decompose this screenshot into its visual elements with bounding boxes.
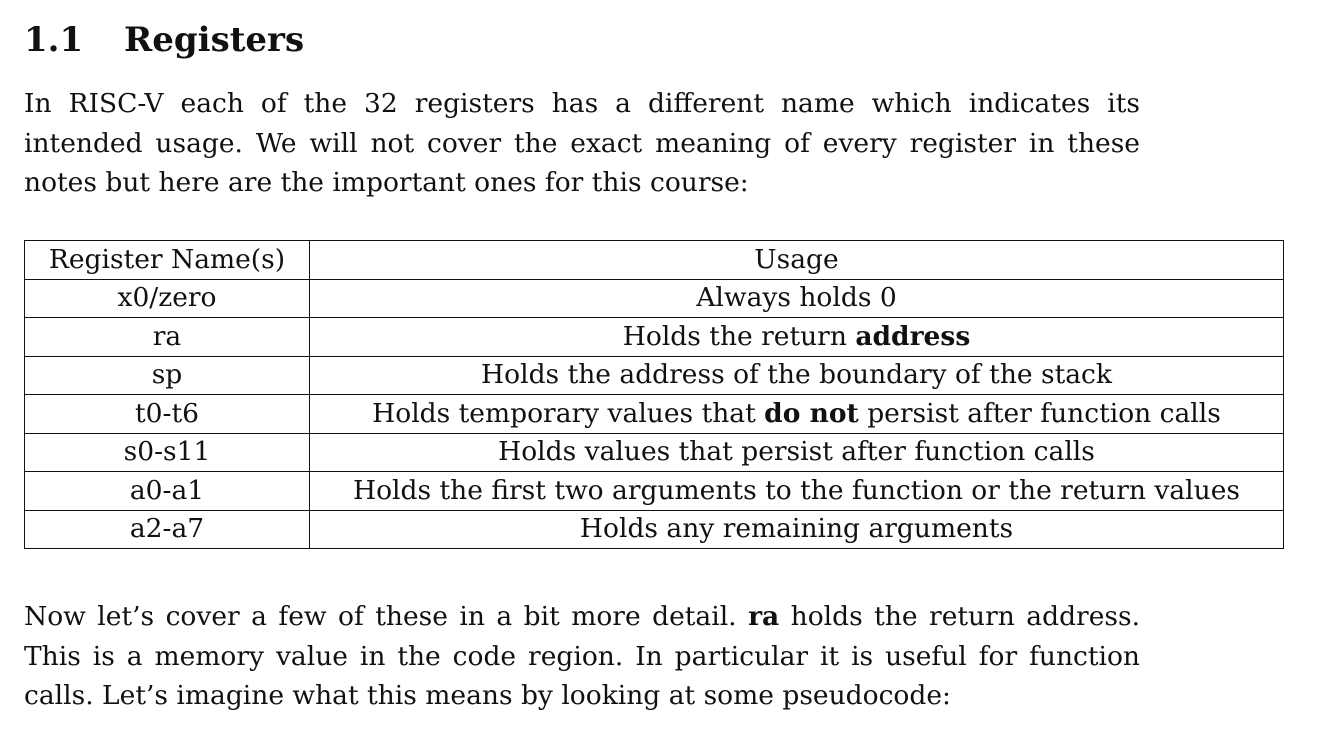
usage-text: Holds the first two arguments to the function or the return values <box>352 474 1240 506</box>
register-name-cell: a0-a1 <box>25 472 310 511</box>
section-title: Registers <box>124 20 305 60</box>
usage-text: Always holds 0 <box>696 282 897 314</box>
register-name-cell: t0-t6 <box>25 395 310 434</box>
detail-paragraph <box>24 597 1140 716</box>
intro-line: intended usage. We will not cover the exact meaning of every register in these <box>24 127 1140 159</box>
register-name-cell: sp <box>25 356 310 395</box>
usage-text: Holds the return <box>622 320 856 352</box>
table-row <box>25 510 1284 549</box>
usage-cell <box>310 395 1284 434</box>
intro-line: notes but here are the important ones for this course: <box>24 167 749 198</box>
column-header-usage: Usage <box>310 241 1284 280</box>
intro-paragraph <box>24 84 1140 203</box>
intro-line: In RISC-V each of the 32 registers has a different name which indicates its <box>24 88 1140 119</box>
usage-cell <box>310 318 1284 357</box>
detail-emphasis: ra <box>748 601 780 632</box>
column-header-register-name: Register Name(s) <box>25 241 310 280</box>
register-name-cell: a2-a7 <box>25 510 310 549</box>
table-row <box>25 279 1284 318</box>
detail-text: holds the return address. <box>779 601 1141 632</box>
usage-text: Holds any remaining arguments <box>579 513 1014 545</box>
register-table <box>24 240 1284 549</box>
detail-line <box>24 597 1140 637</box>
table-row <box>25 318 1284 357</box>
detail-line: calls. Let’s imagine what this means by looking at some pseudocode: <box>24 680 951 711</box>
usage-cell <box>310 279 1284 318</box>
usage-cell <box>310 356 1284 395</box>
usage-text: Holds the address of the boundary of the stack <box>481 359 1112 391</box>
register-name-cell: s0-s11 <box>25 433 310 472</box>
usage-text: Holds values that persist after function calls <box>498 436 1095 468</box>
table-row <box>25 472 1284 511</box>
usage-emphasis: address <box>855 320 971 352</box>
register-name-cell: ra <box>25 318 310 357</box>
detail-text: Now let’s cover a few of these in a bit more detail. <box>24 601 749 632</box>
table-row <box>25 356 1284 395</box>
table-row <box>25 433 1284 472</box>
section-number: 1.1 <box>24 20 84 60</box>
usage-text: Holds temporary values that <box>372 397 765 429</box>
usage-emphasis: do not <box>764 397 859 429</box>
table-row <box>25 395 1284 434</box>
detail-line: This is a memory value in the code region. In particular it is useful for function <box>24 640 1140 672</box>
usage-text: persist after function calls <box>858 397 1221 429</box>
usage-cell <box>310 510 1284 549</box>
usage-cell <box>310 472 1284 511</box>
usage-cell <box>310 433 1284 472</box>
register-name-cell: x0/zero <box>25 279 310 318</box>
section-heading <box>24 18 304 62</box>
table-header-row <box>25 241 1284 280</box>
